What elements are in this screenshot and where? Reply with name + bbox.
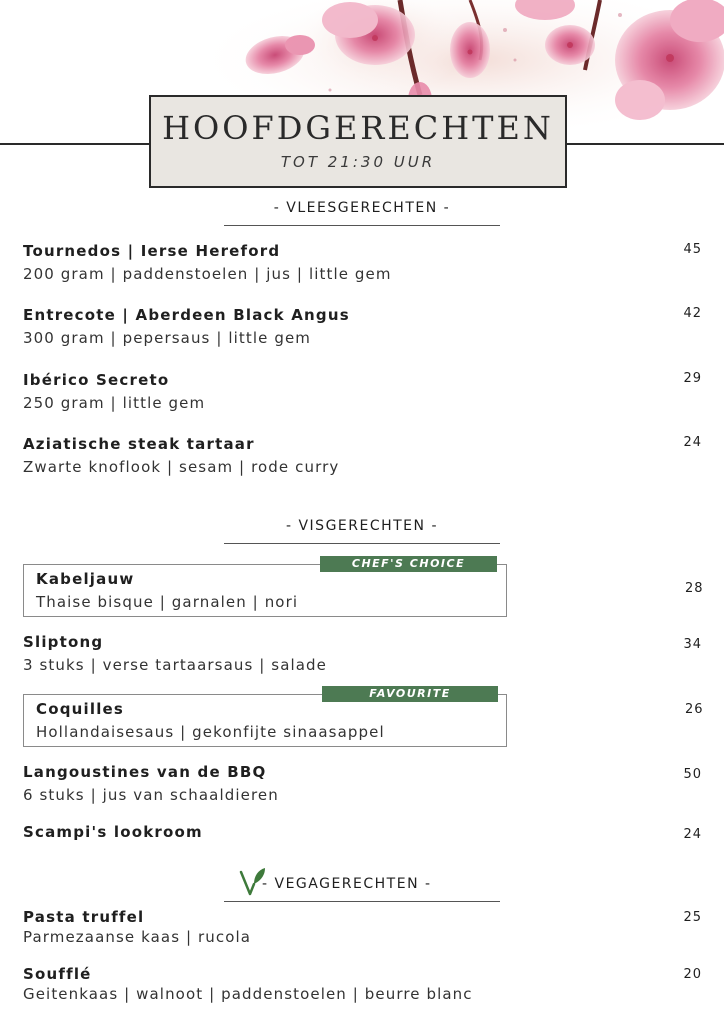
page-subtitle: TOT 21:30 UUR [280, 153, 436, 171]
menu-item [23, 965, 713, 1003]
item-description: Parmezaanse kaas | rucola [23, 928, 252, 946]
menu-item [23, 908, 713, 946]
item-description: 6 stuks | jus van schaaldieren [23, 786, 279, 804]
item-name: Pasta truffel [23, 908, 145, 926]
menu-item [23, 242, 713, 283]
item-price: 24 [683, 435, 702, 450]
section-heading-text: - VISGERECHTEN - [285, 518, 439, 534]
item-description: Thaise bisque | garnalen | nori [36, 593, 299, 611]
item-name: Aziatische steak tartaar [23, 435, 255, 453]
menu-item [23, 306, 713, 347]
item-price: 20 [683, 967, 702, 982]
section-heading-text: - VLEESGERECHTEN - [273, 200, 451, 216]
item-name: Tournedos | Ierse Hereford [23, 242, 281, 260]
favourite-badge: FAVOURITE [322, 686, 498, 702]
item-description: 250 gram | little gem [23, 394, 206, 412]
menu-item [23, 763, 713, 804]
item-description: 3 stuks | verse tartaarsaus | salade [23, 656, 327, 674]
item-name: Coquilles [36, 700, 125, 718]
menu-item [23, 435, 713, 476]
item-name: Entrecote | Aberdeen Black Angus [23, 306, 350, 324]
item-price: 29 [683, 371, 702, 386]
item-price: 50 [683, 767, 702, 782]
menu-item [23, 823, 713, 841]
item-name: Scampi's lookroom [23, 823, 203, 841]
chefs-choice-badge: CHEF'S CHOICE [320, 556, 497, 572]
section-heading-vega [262, 876, 442, 892]
page-title: HOOFDGERECHTEN [162, 109, 554, 147]
item-price: 45 [683, 242, 702, 257]
item-price: 28 [685, 581, 704, 596]
item-price: 42 [683, 306, 702, 321]
item-price: 26 [685, 702, 704, 717]
menu-item [23, 633, 713, 674]
section-divider [224, 225, 500, 226]
item-description: Geitenkaas | walnoot | paddenstoelen | beurre blanc [23, 985, 473, 1003]
title-box [149, 95, 567, 188]
item-name: Sliptong [23, 633, 104, 651]
item-name: Langoustines van de BBQ [23, 763, 267, 781]
section-divider [224, 543, 500, 544]
section-heading-vlees [224, 200, 500, 216]
item-name: Kabeljauw [36, 570, 135, 588]
item-description: 300 gram | pepersaus | little gem [23, 329, 311, 347]
item-description: Hollandaisesaus | gekonfijte sinaasappel [36, 723, 385, 741]
item-description: Zwarte knoflook | sesam | rode curry [23, 458, 340, 476]
item-name: Soufflé [23, 965, 92, 983]
menu-item [23, 371, 713, 412]
item-price: 24 [683, 827, 702, 842]
section-divider [224, 901, 500, 902]
item-description: 200 gram | paddenstoelen | jus | little gem [23, 265, 392, 283]
section-heading-vis [224, 518, 500, 534]
item-price: 25 [683, 910, 702, 925]
item-price: 34 [683, 637, 702, 652]
item-name: Ibérico Secreto [23, 371, 170, 389]
section-heading-text: - VEGAGERECHTEN - [262, 876, 432, 892]
